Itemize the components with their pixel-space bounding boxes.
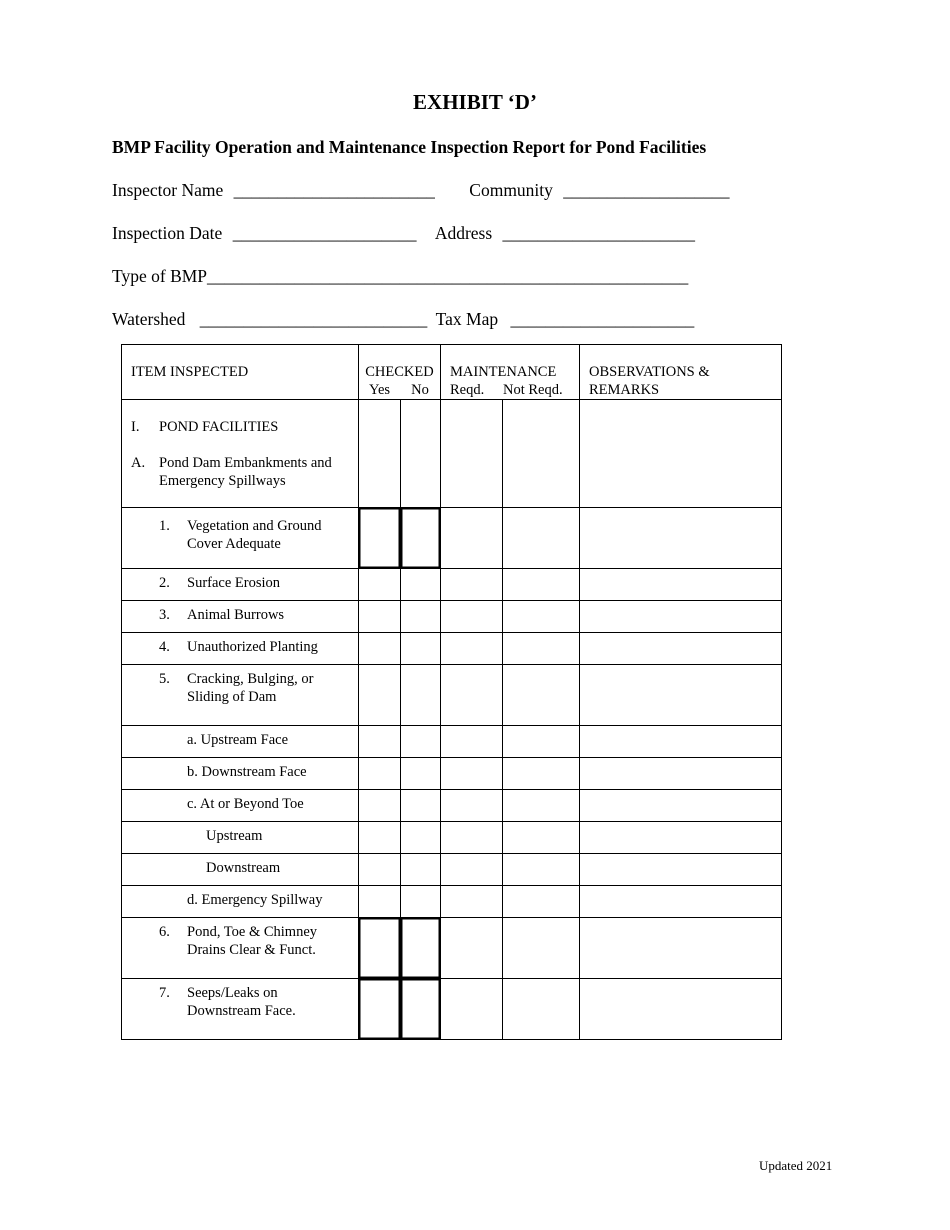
not-reqd-cell[interactable] (503, 758, 580, 790)
not-reqd-cell[interactable] (503, 918, 580, 979)
reqd-cell[interactable] (441, 758, 503, 790)
not-reqd-cell[interactable] (503, 822, 580, 854)
item-3-label: 3. Animal Burrows (122, 601, 359, 633)
check-no-cell[interactable] (400, 633, 441, 665)
header-checked: CHECKED Yes No (359, 345, 441, 400)
updated-footer: Updated 2021 (759, 1158, 833, 1173)
watershed-label: Watershed (112, 309, 186, 329)
header-reqd: Reqd. (450, 382, 485, 398)
tax-map-label: Tax Map (435, 309, 499, 329)
reqd-cell[interactable] (441, 886, 503, 918)
not-reqd-cell[interactable] (503, 400, 580, 508)
remarks-cell[interactable] (580, 822, 782, 854)
table-row-item-3 (122, 601, 782, 633)
remarks-cell[interactable] (580, 726, 782, 758)
field-row-inspector (112, 180, 730, 201)
remarks-cell[interactable] (580, 918, 782, 979)
inspector-name-label: Inspector Name (112, 180, 224, 200)
address-field[interactable]: ______________________ (502, 223, 696, 243)
remarks-cell[interactable] (580, 508, 782, 569)
check-no-cell[interactable] (400, 790, 441, 822)
field-row-date (112, 223, 695, 244)
not-reqd-cell[interactable] (503, 886, 580, 918)
type-of-bmp-field[interactable]: _______________________________________________________ (207, 266, 689, 286)
header-item-inspected: ITEM INSPECTED (122, 345, 359, 400)
remarks-cell[interactable] (580, 886, 782, 918)
item-2-label: 2. Surface Erosion (122, 569, 359, 601)
reqd-cell[interactable] (441, 508, 503, 569)
check-no-cell[interactable] (400, 918, 441, 979)
table-row-item-5d (122, 886, 782, 918)
header-yes: Yes (368, 382, 391, 398)
check-no-cell[interactable] (400, 569, 441, 601)
reqd-cell[interactable] (441, 601, 503, 633)
check-no-cell[interactable] (400, 979, 441, 1040)
remarks-cell[interactable] (580, 665, 782, 726)
table-row-item-5c-upstream (122, 822, 782, 854)
reqd-cell[interactable] (441, 633, 503, 665)
inspection-table (121, 344, 782, 1040)
check-yes-cell[interactable] (359, 726, 401, 758)
header-not-reqd: Not Reqd. (503, 382, 563, 398)
item-5c-upstream-label: Upstream (122, 822, 359, 854)
community-field[interactable]: ___________________ (563, 180, 730, 200)
check-no-cell[interactable] (400, 886, 441, 918)
table-header-row (122, 345, 782, 400)
reqd-cell[interactable] (441, 822, 503, 854)
not-reqd-cell[interactable] (503, 979, 580, 1040)
remarks-cell[interactable] (580, 979, 782, 1040)
remarks-cell[interactable] (580, 569, 782, 601)
report-subtitle: BMP Facility Operation and Maintenance Inspection Report for Pond Facilities (112, 137, 707, 157)
remarks-cell[interactable] (580, 601, 782, 633)
table-row-item-5c-downstream (122, 854, 782, 886)
remarks-cell[interactable] (580, 854, 782, 886)
check-no-cell[interactable] (400, 726, 441, 758)
reqd-cell[interactable] (441, 854, 503, 886)
not-reqd-cell[interactable] (503, 790, 580, 822)
check-no-cell[interactable] (400, 508, 441, 569)
not-reqd-cell[interactable] (503, 633, 580, 665)
item-5a-label: a. Upstream Face (122, 726, 359, 758)
check-yes-cell[interactable] (359, 918, 401, 979)
check-yes-cell[interactable] (359, 665, 401, 726)
check-yes-cell[interactable] (359, 758, 401, 790)
not-reqd-cell[interactable] (503, 569, 580, 601)
inspection-date-label: Inspection Date (112, 223, 223, 243)
not-reqd-cell[interactable] (503, 508, 580, 569)
reqd-cell[interactable] (441, 979, 503, 1040)
item-5d-label: d. Emergency Spillway (122, 886, 359, 918)
item-5-label: 5. Cracking, Bulging, or Sliding of Dam (122, 665, 359, 726)
community-label: Community (469, 180, 553, 200)
reqd-cell[interactable] (441, 918, 503, 979)
field-row-bmp (112, 266, 688, 287)
table-row-item-1 (122, 508, 782, 569)
section-label-cell: I. POND FACILITIES A. Pond Dam Embankments and Emergency Spillways (122, 400, 359, 508)
reqd-cell[interactable] (441, 665, 503, 726)
check-yes-cell[interactable] (359, 633, 401, 665)
check-yes-cell[interactable] (359, 601, 401, 633)
inspector-name-field[interactable]: _______________________ (233, 180, 435, 200)
address-label: Address (434, 223, 493, 243)
item-1-label: 1. Vegetation and Ground Cover Adequate (122, 508, 359, 569)
item-5b-label: b. Downstream Face (122, 758, 359, 790)
exhibit-title: EXHIBIT ‘D’ (413, 90, 537, 114)
remarks-cell[interactable] (580, 400, 782, 508)
header-no: No (411, 382, 429, 398)
tax-map-field[interactable]: _____________________ (510, 309, 695, 329)
check-yes-cell[interactable] (359, 886, 401, 918)
table-row-item-5b (122, 758, 782, 790)
table-row-section (122, 400, 782, 508)
check-yes-cell[interactable] (359, 569, 401, 601)
table-row-item-5a (122, 726, 782, 758)
remarks-cell[interactable] (580, 633, 782, 665)
reqd-cell[interactable] (441, 400, 503, 508)
reqd-cell[interactable] (441, 569, 503, 601)
check-yes-cell[interactable] (359, 979, 401, 1040)
not-reqd-cell[interactable] (503, 726, 580, 758)
check-yes-cell[interactable] (359, 400, 401, 508)
item-4-label: 4. Unauthorized Planting (122, 633, 359, 665)
type-of-bmp-label: Type of BMP (112, 266, 208, 286)
header-observations: OBSERVATIONS & REMARKS (580, 345, 782, 400)
header-maintenance: MAINTENANCE Reqd. Not Reqd. (441, 345, 580, 400)
item-5c-downstream-label: Downstream (122, 854, 359, 886)
check-yes-cell[interactable] (359, 508, 401, 569)
check-no-cell[interactable] (400, 601, 441, 633)
table-row-item-6 (122, 918, 782, 979)
reqd-cell[interactable] (441, 790, 503, 822)
item-5c-label: c. At or Beyond Toe (122, 790, 359, 822)
check-no-cell[interactable] (400, 822, 441, 854)
check-no-cell[interactable] (400, 665, 441, 726)
watershed-field[interactable]: __________________________ (199, 309, 428, 329)
table-row-item-4 (122, 633, 782, 665)
check-yes-cell[interactable] (359, 822, 401, 854)
remarks-cell[interactable] (580, 790, 782, 822)
not-reqd-cell[interactable] (503, 601, 580, 633)
item-7-label: 7. Seeps/Leaks on Downstream Face. (122, 979, 359, 1040)
check-no-cell[interactable] (400, 854, 441, 886)
inspection-date-field[interactable]: _____________________ (232, 223, 417, 243)
check-no-cell[interactable] (400, 758, 441, 790)
table-row-item-5 (122, 665, 782, 726)
not-reqd-cell[interactable] (503, 665, 580, 726)
table-row-item-7 (122, 979, 782, 1040)
check-yes-cell[interactable] (359, 790, 401, 822)
check-no-cell[interactable] (400, 400, 441, 508)
check-yes-cell[interactable] (359, 854, 401, 886)
table-row-item-5c (122, 790, 782, 822)
not-reqd-cell[interactable] (503, 854, 580, 886)
remarks-cell[interactable] (580, 758, 782, 790)
item-6-label: 6. Pond, Toe & Chimney Drains Clear & Funct. (122, 918, 359, 979)
field-row-watershed (112, 309, 694, 330)
table-row-item-2 (122, 569, 782, 601)
reqd-cell[interactable] (441, 726, 503, 758)
